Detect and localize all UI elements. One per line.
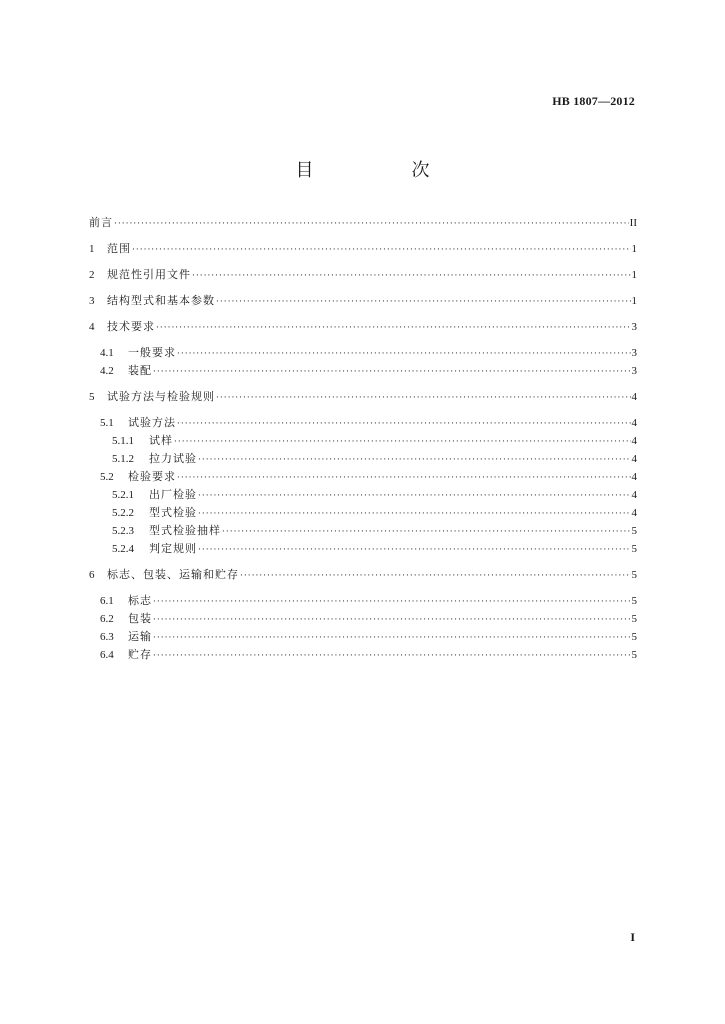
toc-entry-label: 标志、包装、运输和贮存 — [107, 568, 239, 581]
page-number: I — [630, 930, 635, 944]
toc-entry-number: 5.1 — [100, 417, 114, 429]
toc-entry-number: 5.2.1 — [112, 489, 134, 501]
toc-leader-dots — [198, 487, 631, 505]
toc-entry-page: 4 — [631, 435, 637, 447]
toc-entry-page: 5 — [631, 543, 637, 555]
toc-entry-number: 5.1.1 — [112, 435, 134, 447]
toc-leader-dots — [177, 415, 631, 433]
toc-entry[interactable] — [89, 450, 637, 468]
toc-entry[interactable] — [89, 628, 637, 646]
toc-leader-dots — [114, 215, 629, 233]
toc-entry-page: 3 — [631, 321, 637, 333]
toc-entry-page: 5 — [631, 631, 637, 643]
toc-entry-page: II — [629, 217, 637, 229]
toc-entry[interactable] — [89, 504, 637, 522]
toc-entry-label: 试验方法与检验规则 — [107, 390, 215, 403]
toc-entry[interactable] — [89, 540, 637, 558]
toc-entry-label: 包装 — [128, 612, 152, 625]
toc-entry-page: 5 — [631, 595, 637, 607]
toc-leader-dots — [177, 345, 631, 363]
toc-entry-label: 试验方法 — [128, 416, 176, 429]
toc-entry-label: 拉力试验 — [149, 452, 197, 465]
toc-entry-number: 4.2 — [100, 365, 114, 377]
toc-entry[interactable] — [89, 388, 637, 406]
toc-entry-page: 5 — [631, 525, 637, 537]
toc-leader-dots — [153, 593, 631, 611]
toc-entry-page: 3 — [631, 365, 637, 377]
toc-leader-dots — [222, 523, 631, 541]
toc-entry-page: 1 — [631, 243, 637, 255]
toc-entry-label: 范围 — [107, 242, 131, 255]
toc-leader-dots — [153, 611, 631, 629]
toc-entry[interactable] — [89, 266, 637, 284]
toc-entry-number: 6.1 — [100, 595, 114, 607]
toc-entry-number: 2 — [89, 269, 95, 281]
toc-entry-number: 5.2.4 — [112, 543, 134, 555]
toc-entry-label: 检验要求 — [128, 470, 176, 483]
toc-entry-page: 4 — [631, 507, 637, 519]
toc-entry[interactable] — [89, 566, 637, 584]
toc-entry-label: 规范性引用文件 — [107, 268, 191, 281]
toc-leader-dots — [198, 505, 631, 523]
toc-entry[interactable] — [89, 522, 637, 540]
toc-entry-page: 4 — [631, 391, 637, 403]
toc-entry-number: 3 — [89, 295, 95, 307]
toc-entry-page: 4 — [631, 453, 637, 465]
toc-entry-label: 出厂检验 — [149, 488, 197, 501]
toc-entry[interactable] — [89, 414, 637, 432]
toc-entry-number: 6.2 — [100, 613, 114, 625]
toc-entry-label: 型式检验抽样 — [149, 524, 221, 537]
toc-entry-label: 贮存 — [128, 648, 152, 661]
toc-entry[interactable] — [89, 610, 637, 628]
toc-leader-dots — [156, 319, 631, 337]
toc-entry-label: 试样 — [149, 434, 173, 447]
toc-entry[interactable] — [89, 432, 637, 450]
toc-entry-number: 6.3 — [100, 631, 114, 643]
toc-entry-number: 5.2 — [100, 471, 114, 483]
toc-entry-label: 装配 — [128, 364, 152, 377]
toc-entry-page: 1 — [631, 295, 637, 307]
standard-code: HB 1807—2012 — [552, 94, 635, 108]
toc-entry[interactable] — [89, 240, 637, 258]
toc-entry[interactable] — [89, 318, 637, 336]
toc-entry[interactable] — [89, 592, 637, 610]
toc-leader-dots — [216, 389, 631, 407]
toc-leader-dots — [198, 541, 631, 559]
toc-entry-label: 标志 — [128, 594, 152, 607]
toc-leader-dots — [153, 647, 631, 665]
toc-entry[interactable] — [89, 292, 637, 310]
toc-entry[interactable] — [89, 486, 637, 504]
toc-entry-number: 1 — [89, 243, 95, 255]
toc-leader-dots — [240, 567, 631, 585]
toc-entry-page: 4 — [631, 471, 637, 483]
toc-entry-number: 5.2.3 — [112, 525, 134, 537]
toc-entry-number: 5.2.2 — [112, 507, 134, 519]
toc-leader-dots — [153, 363, 631, 381]
toc-leader-dots — [177, 469, 631, 487]
toc-leader-dots — [192, 267, 631, 285]
toc-leader-dots — [216, 293, 631, 311]
toc-entry[interactable] — [89, 362, 637, 380]
toc-entry-number: 4 — [89, 321, 95, 333]
toc-entry-label: 技术要求 — [107, 320, 155, 333]
toc-entry[interactable] — [89, 344, 637, 362]
toc-entry-number: 5 — [89, 391, 95, 403]
toc-entry[interactable] — [89, 646, 637, 664]
toc-entry-number: 6.4 — [100, 649, 114, 661]
toc-entry-label: 型式检验 — [149, 506, 197, 519]
toc-entry-page: 5 — [631, 613, 637, 625]
toc-entry-label: 前言 — [89, 216, 113, 229]
toc-entry-page: 4 — [631, 489, 637, 501]
toc-leader-dots — [174, 433, 631, 451]
table-of-contents — [89, 214, 637, 664]
page-title: 目 次 — [295, 160, 470, 181]
toc-leader-dots — [198, 451, 631, 469]
toc-entry-label: 运输 — [128, 630, 152, 643]
toc-entry-number: 4.1 — [100, 347, 114, 359]
toc-entry-page: 3 — [631, 347, 637, 359]
toc-leader-dots — [153, 629, 631, 647]
toc-entry-label: 一般要求 — [128, 346, 176, 359]
toc-entry-number: 6 — [89, 569, 95, 581]
toc-entry-number: 5.1.2 — [112, 453, 134, 465]
toc-entry-page: 5 — [631, 649, 637, 661]
toc-entry[interactable] — [89, 214, 637, 232]
toc-entry-label: 结构型式和基本参数 — [107, 294, 215, 307]
toc-entry-label: 判定规则 — [149, 542, 197, 555]
toc-entry-page: 5 — [631, 569, 637, 581]
toc-leader-dots — [132, 241, 631, 259]
toc-entry[interactable] — [89, 468, 637, 486]
toc-entry-page: 1 — [631, 269, 637, 281]
toc-entry-page: 4 — [631, 417, 637, 429]
